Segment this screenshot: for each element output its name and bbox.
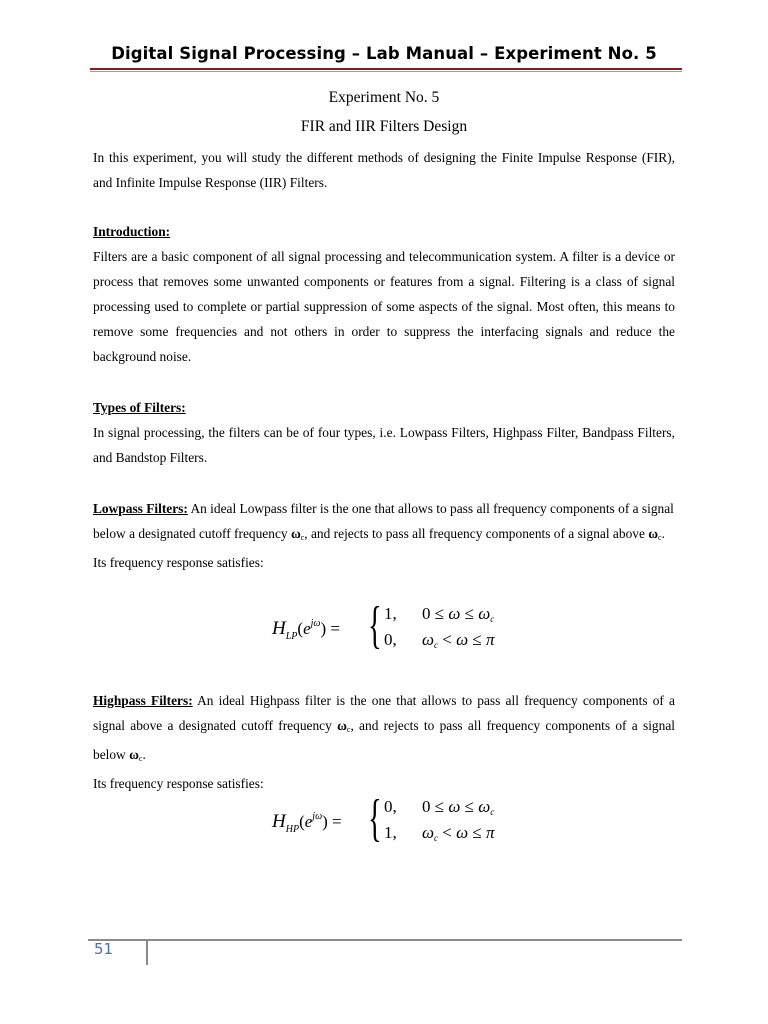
omega-subscript: c <box>658 533 662 542</box>
introduction-heading: Introduction: <box>93 224 171 239</box>
types-section <box>93 395 675 470</box>
formula-brace: { <box>368 597 382 654</box>
cond-pi: π <box>485 630 495 649</box>
cond-op: < <box>438 823 457 842</box>
footer-divider <box>146 940 148 965</box>
cond-omega: ω <box>448 797 461 816</box>
formula-equals: ) = <box>322 812 342 831</box>
cond-op: ≤ <box>460 797 479 816</box>
footer-rule <box>88 939 682 941</box>
intro-paragraph: In this experiment, you will study the different methods of designing the Finite Impulse Response (FIR), and Infinite Impulse Response (IIR) Filters. <box>93 150 675 190</box>
cond-omega: ω <box>456 630 469 649</box>
cond-omega: ω <box>448 604 461 623</box>
case-condition <box>422 630 495 649</box>
highpass-text-2: , and rejects to pass all frequency components of a signal below <box>93 718 675 762</box>
formula-e: e <box>303 619 311 638</box>
formula-case-2 <box>384 823 495 843</box>
case-value: 1, <box>384 823 397 842</box>
experiment-title: FIR and IIR Filters Design <box>300 118 468 135</box>
cond-subscript: c <box>434 833 439 843</box>
highpass-text-1: An ideal Highpass filter is the one that allows to pass all frequency components of a signal above a designated cutoff frequency <box>93 693 675 733</box>
lowpass-section <box>93 496 675 575</box>
running-header: Digital Signal Processing – Lab Manual – Experiment No. 5 <box>111 44 657 63</box>
omega-symbol: ω <box>290 526 301 541</box>
header-rule <box>90 68 682 70</box>
formula-paren: ( <box>299 812 305 831</box>
introduction-section <box>93 219 675 369</box>
formula-case-1 <box>384 604 494 624</box>
lowpass-text-1: An ideal Lowpass filter is the one that allows to pass all frequency components of a signal below a designated cutoff frequency <box>93 501 674 541</box>
cond-part: 0 ≤ <box>422 604 449 623</box>
formula-subscript: LP <box>285 631 298 642</box>
cond-op: ≤ <box>468 630 486 649</box>
formula-h: H <box>272 811 286 832</box>
formula-lhs <box>272 618 340 642</box>
formula-h: H <box>272 618 286 639</box>
lowpass-heading: Lowpass Filters: <box>93 501 188 516</box>
cond-subscript: c <box>490 807 495 817</box>
omega-symbol: ω <box>337 718 347 733</box>
highpass-text-3: . <box>142 747 146 762</box>
lowpass-response-line: Its frequency response satisfies: <box>93 555 264 570</box>
cond-op: ≤ <box>460 604 479 623</box>
lowpass-text-3: . <box>661 526 665 541</box>
omega-symbol: ω <box>648 526 659 541</box>
formula-case-2 <box>384 630 495 650</box>
case-condition <box>422 797 494 816</box>
formula-subscript: HP <box>285 824 300 835</box>
types-heading: Types of Filters: <box>93 400 186 415</box>
cond-op: ≤ <box>468 823 486 842</box>
formula-case-1 <box>384 797 494 817</box>
cond-pi: π <box>485 823 495 842</box>
formula-superscript: jω <box>310 618 321 629</box>
experiment-number: Experiment No. 5 <box>328 89 440 106</box>
omega-subscript: c <box>138 754 143 763</box>
omega-symbol: ω <box>129 747 139 762</box>
case-value: 1, <box>384 604 397 623</box>
highpass-response-line: Its frequency response satisfies: <box>93 776 264 791</box>
case-condition <box>422 604 494 623</box>
page-number: 51 <box>94 940 114 958</box>
omega-subscript: c <box>300 533 305 542</box>
cond-op: < <box>438 630 457 649</box>
lowpass-formula <box>272 597 512 660</box>
highpass-heading: Highpass Filters: <box>93 693 193 708</box>
highpass-section <box>93 688 675 796</box>
formula-paren: ( <box>297 619 304 638</box>
cond-omega: ω <box>478 797 491 816</box>
case-condition <box>422 823 495 842</box>
types-body: In signal processing, the filters can be of four types, i.e. Lowpass Filters, Highpass Filter, Bandpass Filters, and Bandstop Filters. <box>93 425 675 465</box>
cond-omega: ω <box>422 630 435 649</box>
case-value: 0, <box>384 630 397 649</box>
introduction-body: Filters are a basic component of all signal processing and telecommunication system. A filter is a device or process that removes some unwanted components or features from a signal. Filtering is a class of signal processing used to complete or partial suppression of some aspects of the signal. Most often, this means to remove some frequencies and not others in order to suppress the interfacing signals and reduce the background noise. <box>93 249 675 364</box>
lowpass-text-2: , and rejects to pass all frequency components of a signal above <box>304 526 649 541</box>
header-rule-thin <box>90 71 682 72</box>
omega-subscript: c <box>346 725 351 734</box>
cond-subscript: c <box>434 640 439 650</box>
formula-superscript: jω <box>312 811 323 822</box>
formula-e: e <box>304 812 313 831</box>
highpass-formula <box>272 790 512 853</box>
cond-omega: ω <box>478 604 491 623</box>
cond-omega: ω <box>456 823 469 842</box>
case-value: 0, <box>384 797 397 816</box>
formula-lhs <box>272 811 342 835</box>
cond-subscript: c <box>490 614 495 624</box>
formula-equals: ) = <box>320 619 340 638</box>
formula-brace: { <box>368 790 382 847</box>
cond-part: 0 ≤ <box>422 797 449 816</box>
cond-omega: ω <box>422 823 435 842</box>
